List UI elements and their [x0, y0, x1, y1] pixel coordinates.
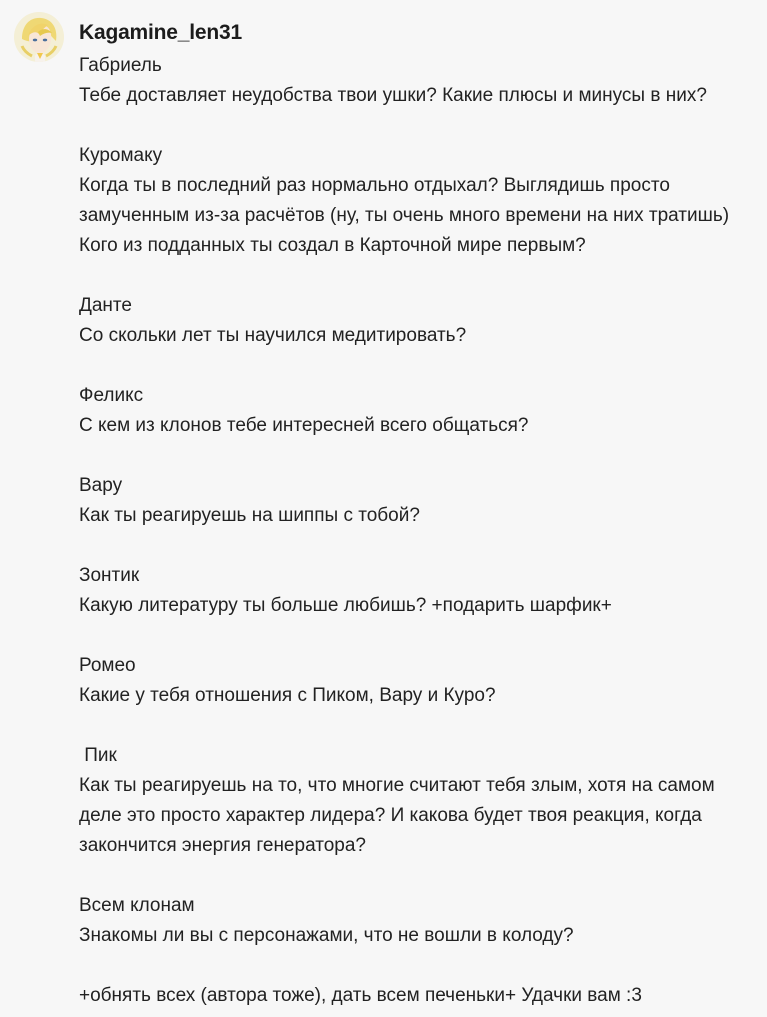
comment-line-all-clones: Всем клонам [79, 895, 195, 916]
comment-spacer [79, 351, 765, 381]
comment-spacer [79, 951, 765, 981]
comment-spacer [79, 531, 765, 561]
comment-line-closing: +обнять всех (автора тоже), дать всем печеньки+ Удачки вам :3 [79, 985, 642, 1006]
comment-line-dante: Данте [79, 295, 132, 316]
comment-author[interactable]: Kagamine_len31 [79, 21, 242, 44]
comment-spacer [79, 621, 765, 651]
comment-line-zontik: Зонтик [79, 565, 140, 586]
comment-line-kuromaku: Куромаку [79, 145, 163, 166]
comment-body [79, 51, 765, 1011]
comment-line-question-6: Какую литературу ты больше любишь? +подарить шарфик+ [79, 595, 612, 616]
comment-line-pik: Пик [79, 745, 117, 766]
anime-avatar-icon [14, 12, 64, 62]
comment-line-romeo: Ромео [79, 655, 136, 676]
comment-spacer [79, 261, 765, 291]
comment-line-question-2a: Когда ты в последний раз нормально отдыхал? Выглядишь просто [79, 175, 670, 196]
comment-line-felix: Феликс [79, 385, 144, 406]
comment-line-question-3: Со скольки лет ты научился медитировать? [79, 325, 467, 346]
comment-line-question-1: Тебе доставляет неудобства твои ушки? Какие плюсы и минусы в них? [79, 85, 707, 106]
comment-line-question-8c: закончится энергия генератора? [79, 835, 366, 856]
comment-spacer [79, 441, 765, 471]
comment-line-gabriel: Габриель [79, 55, 162, 76]
comment-line-question-8a: Как ты реагируешь на то, что многие считают тебя злым, хотя на самом [79, 775, 715, 796]
comment-spacer [79, 711, 765, 741]
comment-line-question-2c: Кого из подданных ты создал в Карточной мире первым? [79, 235, 586, 256]
comment-line-question-4: С кем из клонов тебе интересней всего общаться? [79, 415, 529, 436]
comment-spacer [79, 111, 765, 141]
comment-line-question-5: Как ты реагируешь на шиппы с тобой? [79, 505, 420, 526]
comment-spacer [79, 861, 765, 891]
comment-line-question-2b: замученным из-за расчётов (ну, ты очень много времени на них тратишь) [79, 205, 730, 226]
comment-line-varu: Вару [79, 475, 123, 496]
comment-line-question-8b: деле это просто характер лидера? И какова будет твоя реакция, когда [79, 805, 702, 826]
user-avatar[interactable] [14, 12, 64, 62]
comment-line-question-7: Какие у тебя отношения с Пиком, Вару и Куро? [79, 685, 496, 706]
comment-line-question-9: Знакомы ли вы с персонажами, что не вошли в колоду? [79, 925, 574, 946]
